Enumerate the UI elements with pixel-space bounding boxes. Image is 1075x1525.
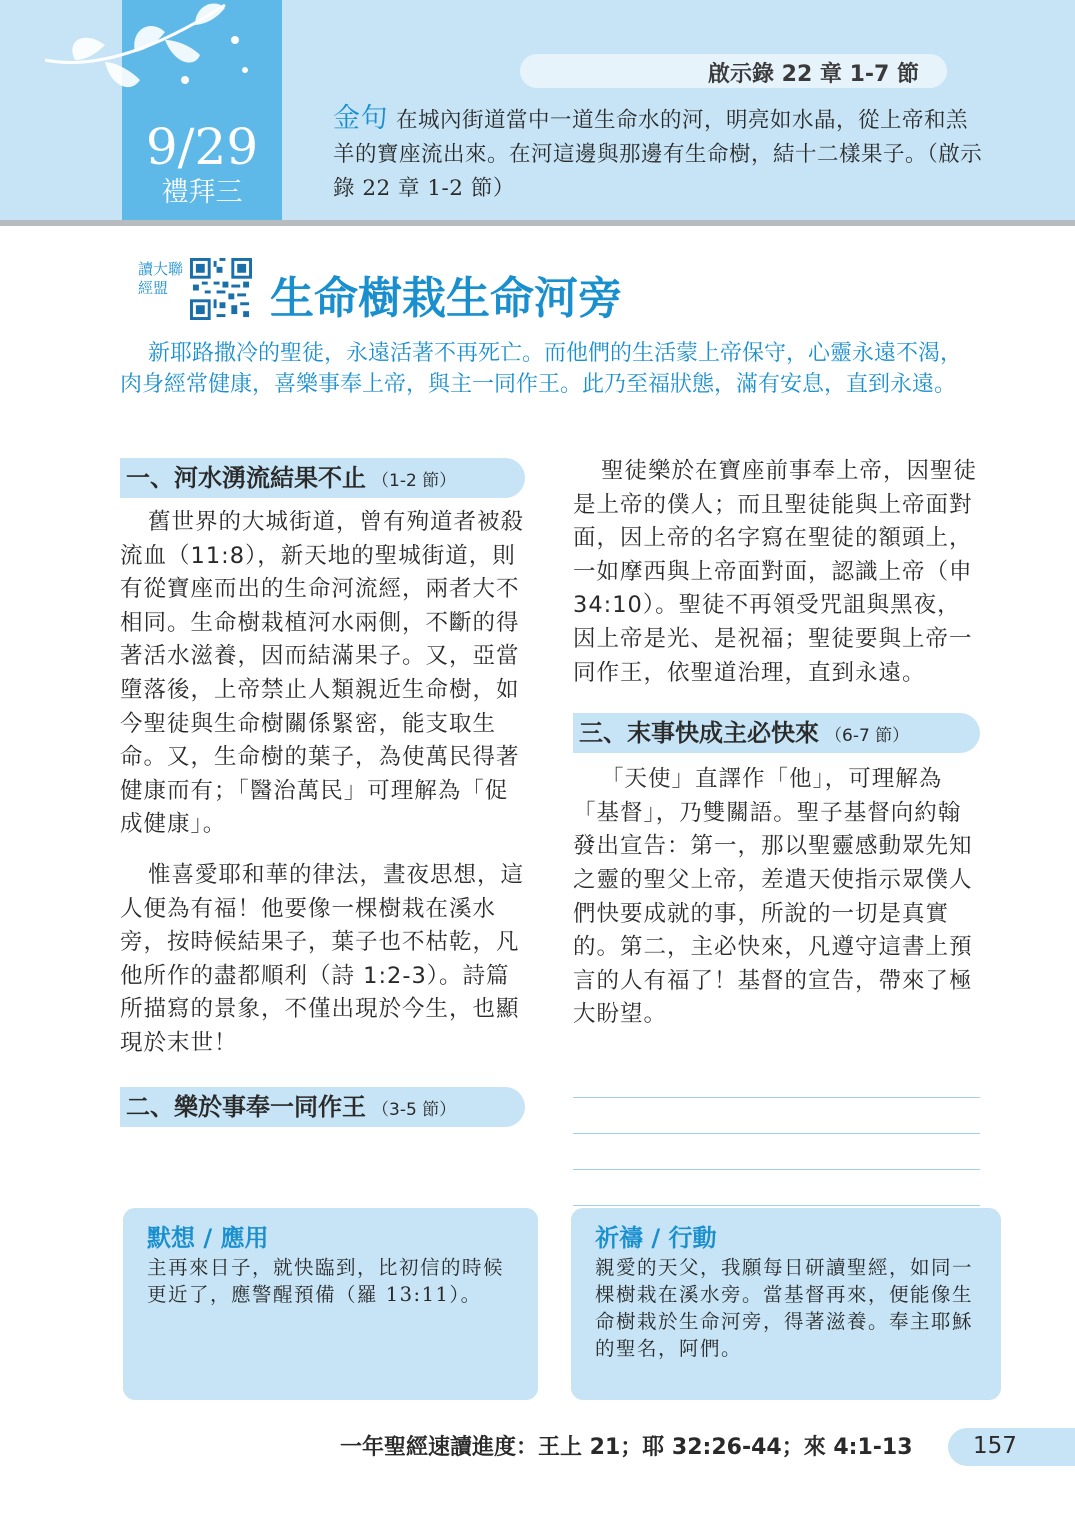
section-2-verses: （3-5 節） [372,1099,457,1120]
meditation-text: 主再來日子，就快臨到，比初信的時候更近了，應警醒預備（羅 13:11）。 [147,1256,505,1306]
reading-plan: 一年聖經速讀進度：王上 21；耶 32:26-44；來 4:1-13 [340,1435,913,1460]
golden-verse [333,102,983,206]
prayer-box [571,1208,1001,1400]
date: 9/29 [145,118,259,176]
section-3-verses: （6-7 節） [825,726,910,747]
section-2-paragraph-1: 聖徒樂於在寶座前事奉上帝，因聖徒是上帝的僕人；而且聖徒能與上帝面對面，因上帝的名字寫在聖徒的額頭上，一如摩西與上帝面對面，認識上帝（申 34:10）。聖徒不再領受咒詛與黑夜，因上帝是光、是祝福；聖徒要與上帝一同作王，依聖道治理，直到永遠。 [573,458,978,686]
olive-branch-icon [35,0,255,120]
left-column [120,458,525,1127]
prayer-title: 祈禱 / 行動 [595,1224,717,1252]
section-1-verses: （1-2 節） [372,471,457,491]
golden-verse-label: 金句 [333,103,388,134]
meditation-box [123,1208,538,1400]
right-column [573,455,980,1032]
note-line [573,1097,980,1098]
prayer-text: 親愛的天父，我願每日研讀聖經，如同一棵樹栽在溪水旁。當基督再來，便能像生命樹栽於生命河旁，得著滋養。奉主耶穌的聖名，阿們。 [595,1256,974,1360]
golden-verse-text: 在城內街道當中一道生命水的河，明亮如水晶，從上帝和羔羊的寶座流出來。在河這邊與那邊有生命樹，結十二樣果子。（啟示錄 22 章 1-2 節） [333,108,983,201]
qr-label: 讀大聯經盟 [138,260,184,297]
page-title: 生命樹栽生命河旁 [270,273,622,324]
section-1-paragraph-1: 舊世界的大城街道，曾有殉道者被殺流血（11:8），新天地的聖城街道，則有從寶座而出的生命河流經，兩者大不相同。生命樹栽植河水兩側，不斷的得著活水滋養，因而結滿果子。又，亞當墮落後，上帝禁止人類親近生命樹，如今聖徒與生命樹關係緊密，能支取生命。又，生命樹的葉子，為使萬民得著健康而有；「醫治萬民」可理解為「促成健康」。 [120,509,525,838]
section-3-paragraph-1: 「天使」直譯作「他」，可理解為「基督」，乃雙關語。聖子基督向約翰發出宣告：第一，那以聖靈感動眾先知之靈的聖父上帝，差遣天使指示眾僕人們快要成就的事，所說的一切是真實的。第二，主必快來，凡遵守這書上預言的人有福了！基督的宣告，帶來了極大盼望。 [573,766,973,1028]
meditation-title: 默想 / 應用 [147,1224,269,1252]
page-number: 157 [973,1433,1017,1459]
section-heading-2 [120,1087,525,1127]
note-line [573,1205,980,1206]
note-line [573,1169,980,1170]
section-2-title: 二、樂於事奉一同作王 [126,1092,366,1121]
intro-text: 新耶路撒冷的聖徒，永遠活著不再死亡。而他們的生活蒙上帝保守，心靈永遠不渴，肉身經常健康，喜樂事奉上帝，與主一同作王。此乃至福狀態，滿有安息，直到永遠。 [120,341,963,397]
header-divider [0,220,1075,226]
scripture-reference-text: 啟示錄 22 章 1-7 節 [708,62,919,87]
note-line [573,1133,980,1134]
section-3-title: 三、末事快成主必快來 [579,719,819,748]
section-heading-1 [120,458,525,498]
section-1-paragraph-2: 惟喜愛耶和華的律法，晝夜思想，這人便為有福！他要像一棵樹栽在溪水旁，按時候結果子，葉子也不枯乾，凡他所作的盡都順利（詩 1:2-3）。詩篇所描寫的景象，不僅出現於今生，也顯現於末世！ [120,861,525,1056]
section-heading-3 [573,713,980,753]
section-1-title: 一、河水湧流結果不止 [126,464,366,492]
weekday: 禮拜三 [161,177,243,208]
scripture-reference [520,54,947,88]
qr-code-icon[interactable] [190,258,252,320]
page-number-tab [948,1428,1075,1466]
